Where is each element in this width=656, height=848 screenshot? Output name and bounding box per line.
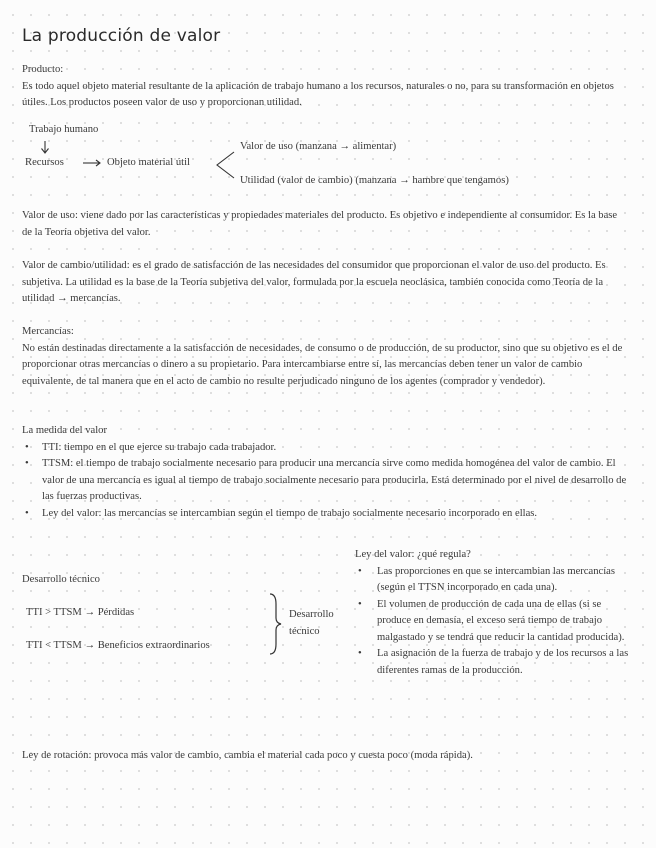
medida-heading: La medida del valor [22,425,108,436]
rotacion-paragraph: Ley de rotación: provoca más valor de cambio, cambia el material cada poco y cuesta poco (moda rápida). [22,750,473,761]
medida-section [22,423,628,522]
desarrollo-row2: TTI < TTSM → Beneficios extraordinarios [26,640,210,651]
diagram-utilidad: Utilidad (valor de cambio) (manzana → hambre que tengamos) [240,175,509,186]
ley-valor-list [355,564,631,680]
diagram-lines [0,0,656,200]
producto-text: Es todo aquel objeto material resultante de la aplicación de trabajo humano a los recursos, naturales o no, para su transformación en objetos útiles. Los productos poseen valor de uso y proporcionan utilidad. [22,80,614,108]
list-item: • TTI: tiempo en el que ejerce su trabajo cada trabajador. [22,440,628,457]
valor-uso-paragraph: Valor de uso: viene dado por las características y propiedades materiales del producto. Es objetivo e independiente al consumidor. Es la base de la Teoría objetiva del valor. [22,210,618,238]
mercancias-heading: Mercancías: [22,326,74,337]
page-title: La producción de valor [22,26,221,46]
desarrollo-brace-label: Desarrollo técnico [289,609,334,637]
branch-bracket [217,152,234,178]
diagram-trabajo: Trabajo humano [29,124,99,135]
curly-brace [266,592,284,656]
valor-cambio-paragraph: Valor de cambio/utilidad: es el grado de satisfacción de las necesidades del consumidor que proporcionan el valor de uso del producto. Es subjetiva. La utilidad es la base de la Teoría subjetiva del valor, formulada por la escuela neoclásica, también conocida como Teoría de la utilidad → mercancías. [22,260,606,304]
list-item: • Ley del valor: las mercancías se intercambian según el tiempo de trabajo socialmente necesario incorporado en ellas. [22,506,628,523]
desarrollo-heading: Desarrollo técnico [22,574,100,585]
list-item: • TTSM: el tiempo de trabajo socialmente necesario para producir una mercancía sirve como medida homogénea del valor de cambio. El valor de una mercancía es igual al tiempo de trabajo socialmente necesario para producirla. Está determinado por el nivel de desarrollo de las fuerzas productivas. [22,456,628,506]
ley-valor-heading: Ley del valor: ¿qué regula? [355,549,471,560]
desarrollo-row1: TTI > TTSM → Pérdidas [26,607,135,618]
list-item: • El volumen de producción de cada una de ellas (si se produce en demasía, el exceso será tiempo de trabajo malgastado y se tendrá que reducir la cantidad producida). [355,597,631,647]
list-item: • Las proporciones en que se intercambian las mercancías (según el TTSN incorporado en cada una). [355,564,631,597]
producto-heading: Producto: [22,64,64,75]
mercancias-section [22,324,628,390]
list-item: • La asignación de la fuerza de trabajo y de los recursos a las diferentes ramas de la producción. [355,646,631,679]
mercancias-text: No están destinadas directamente a la satisfacción de necesidades, de consumo o de producción, de su productor, sino que su objetivo es el de proporcionar otras mercancías o dinero a su propietario. Para intercambiarse entre sí, las mercancías deben tener un valor de cambio equivalente, de tal manera que en el acto de cambio no resulte perjudicado ninguno de los agentes (comprador y vendedor). [22,342,623,387]
medida-list [22,440,628,523]
diagram-recursos: Recursos [25,157,64,168]
diagram-objeto: Objeto material útil [107,157,190,168]
diagram-valor-uso: Valor de uso (manzana → alimentar) [240,141,397,152]
ley-valor-section [355,547,631,679]
